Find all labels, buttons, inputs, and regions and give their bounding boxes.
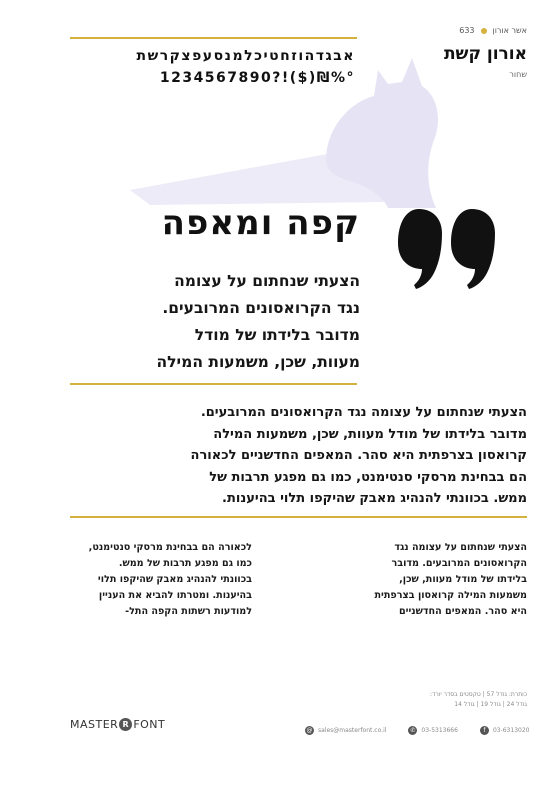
font-weight-name: שחור	[509, 70, 527, 79]
phone-icon: ✆	[410, 727, 416, 734]
contact-phone[interactable]	[408, 726, 458, 735]
designer-name: אשר אורון	[492, 26, 527, 35]
column-line: היא סהר. המאפים החדשניים	[398, 606, 527, 617]
phone-text: 03-5313666	[421, 727, 458, 734]
size-specs	[430, 690, 527, 710]
body-paragraph	[112, 402, 527, 510]
body-line: הצעתי שנחתום על עצומה נגד הקרואסונים המרובעים.	[200, 405, 527, 420]
body-line: מדובר בלידתו של מודל מעוות, שכן, משמעות המילה	[213, 426, 527, 442]
masterfont-logo	[70, 718, 165, 731]
body-divider	[70, 516, 527, 518]
lead-divider	[70, 383, 357, 385]
cat-silhouette-background	[130, 40, 460, 210]
body-line: קרואסון בצרפתית היא סהר. המאפים החדשניים לכאורה	[190, 448, 527, 463]
meta-row	[459, 26, 527, 35]
lead-paragraph	[80, 268, 360, 376]
column-line: הצעתי שנחתום על עצומה נגד	[394, 542, 527, 553]
column-line: בלידתו של מודל מעוות, שכן,	[399, 574, 527, 585]
quotation-mark-icon	[390, 205, 498, 295]
contact-email[interactable]	[305, 726, 386, 735]
contact-bar	[305, 726, 529, 735]
digits-symbols-sample: 1234567890?!($)₪%°	[159, 70, 355, 86]
lead-line: מעוות, שכן, משמעות המילה	[156, 353, 360, 371]
font-name: אורון קשת	[443, 44, 527, 64]
top-divider	[70, 37, 357, 39]
page-number: 633	[459, 26, 475, 35]
column-line: למודעות רשתות הקפה התל-	[125, 606, 252, 617]
lead-line: נגד הקרואסונים המרובעים.	[162, 299, 360, 317]
lead-line: מדובר בלידתו של מודל	[194, 326, 360, 344]
accent-dot-icon	[481, 28, 487, 34]
email-icon: @	[306, 727, 313, 734]
column-line: הקרואסונים המרובעים. מדובר	[391, 558, 527, 569]
fax-icon: f	[480, 726, 489, 735]
column-line: לכאורה הם בבחינת מרסקי סנטימנט,	[88, 542, 252, 553]
column-line: משמעות המילה קרואסון בצרפתית	[374, 590, 527, 601]
logo-mark: R	[119, 718, 132, 731]
contact-fax[interactable]	[480, 726, 530, 735]
logo-text-right: FONT	[133, 718, 166, 731]
headline: קפה ומאפה	[161, 203, 360, 243]
body-line: הם בבחינת מרסקי סנטימנט, כמו גם מפגע תרבות של	[209, 469, 527, 485]
column-line: בהיענות. ומטרתו להביא את העניין	[98, 590, 252, 601]
fax-text: 03-6313020	[492, 727, 530, 734]
column-line: בכוונתי להנהיג מאבק שהיקפו תלוי	[97, 574, 252, 585]
body-line: ממש. בכוונתי להנהיג מאבק שהיקפו תלוי בהיענות.	[222, 491, 527, 506]
logo-text-left: MASTER	[70, 718, 119, 731]
specs-line: גודל 24 | גודל 19 | גודל 14	[454, 701, 527, 708]
lead-line: הצעתי שנחתום על עצומה	[174, 272, 360, 290]
email-text: sales@masterfont.co.il	[318, 727, 387, 734]
small-text-column-right	[331, 540, 527, 620]
small-text-column-left	[56, 540, 252, 620]
column-line: כמו גם מפגע תרבות של ממש.	[118, 558, 252, 569]
specs-line: כותרת: גודל 57 | טקסטים בסדר יורד:	[430, 691, 527, 698]
alphabet-sample: אבגדהוזחטיכלמנסעפצקרשת	[136, 48, 355, 64]
